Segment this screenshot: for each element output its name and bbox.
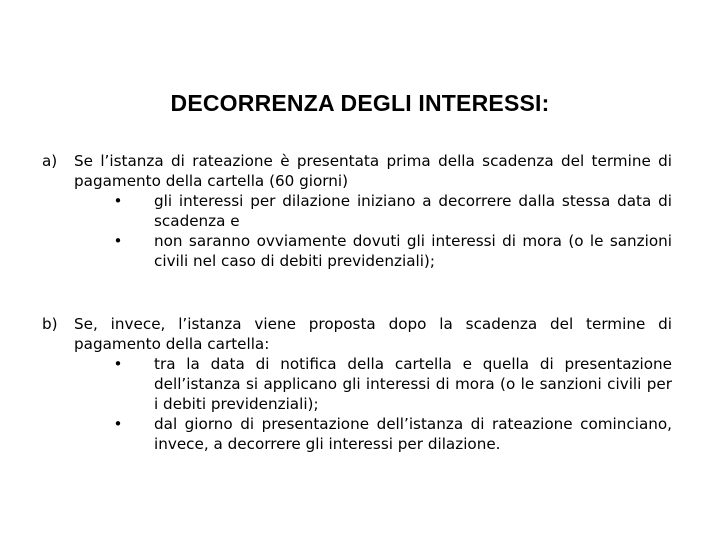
sub-bullet-text: dal giorno di presentazione dell’istanza di rateazione cominciano, invece, a decorrere gli interessi per dilazione. xyxy=(154,415,672,453)
sub-bullet-text: non saranno ovviamente dovuti gli interessi di mora (o le sanzioni civili nel caso di debiti previdenziali); xyxy=(154,232,672,270)
list-item-a xyxy=(42,151,672,271)
sub-bullet-text: gli interessi per dilazione iniziano a decorrere dalla stessa data di scadenza e xyxy=(154,192,672,230)
sub-bullet-item xyxy=(113,231,672,271)
sub-bullet-item xyxy=(113,191,672,231)
item-text: Se, invece, l’istanza viene proposta dopo la scadenza del termine di pagamento della cartella: xyxy=(74,315,672,353)
list-item-b xyxy=(42,314,672,454)
bullet-icon: • xyxy=(113,232,123,250)
sub-bullet-text: tra la data di notifica della cartella e quella di presentazione dell’istanza si applicano gli interessi di mora (o le sanzioni civili per i debiti previdenziali); xyxy=(154,355,672,413)
item-letter: a) xyxy=(42,152,58,170)
bullet-icon: • xyxy=(113,355,123,373)
bullet-icon: • xyxy=(113,192,123,210)
bullet-icon: • xyxy=(113,415,123,433)
sub-bullet-item xyxy=(113,354,672,414)
slide-title: DECORRENZA DEGLI INTERESSI: xyxy=(170,90,550,116)
sub-bullet-item xyxy=(113,414,672,454)
item-text: Se l’istanza di rateazione è presentata prima della scadenza del termine di pagamento della cartella (60 giorni) xyxy=(74,152,672,190)
item-letter: b) xyxy=(42,315,58,333)
